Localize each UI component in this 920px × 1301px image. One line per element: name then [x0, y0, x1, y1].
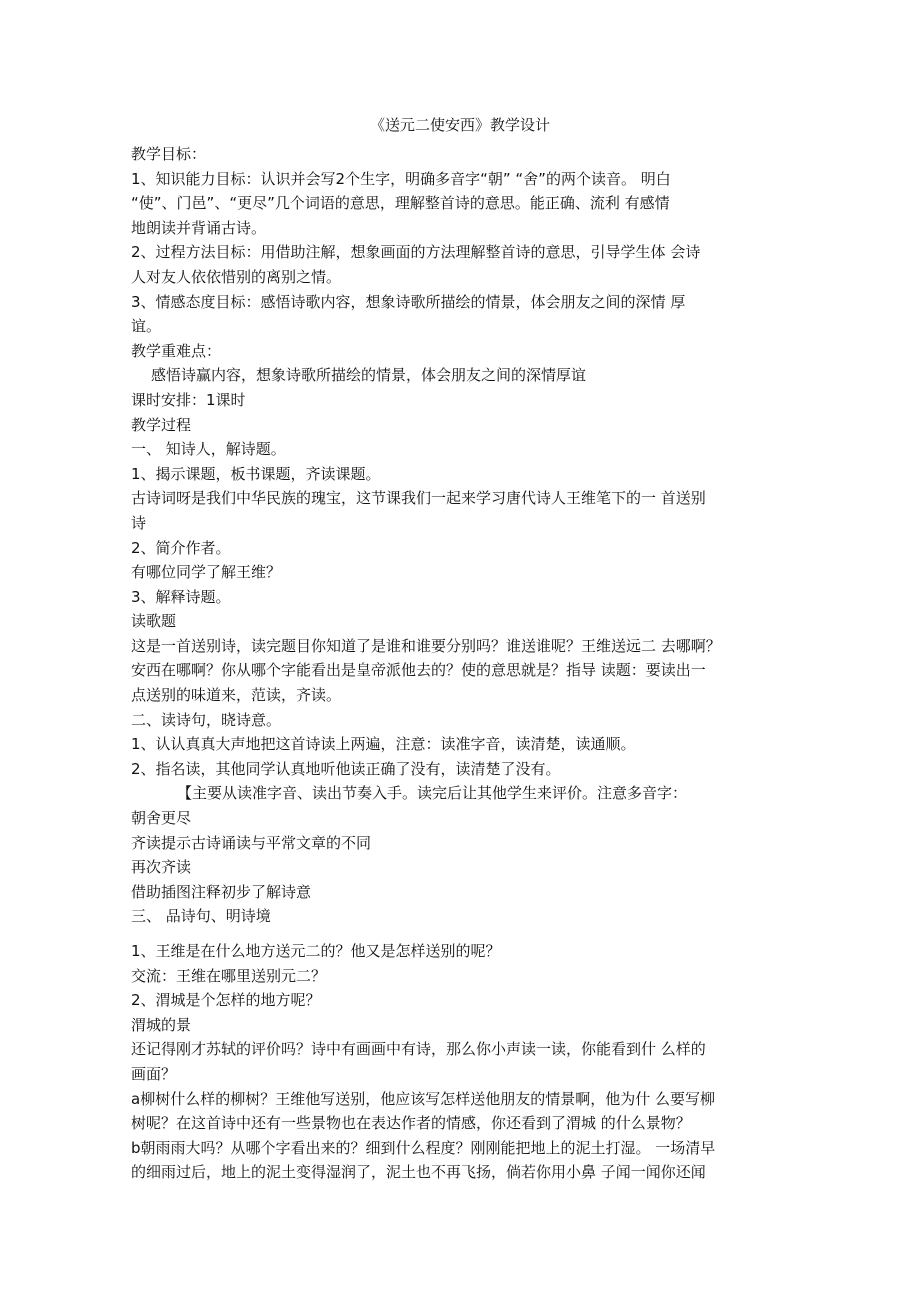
text-line: 安西在哪啊？你从哪个字能看出是皇帝派他去的？使的意思就是？指导 读题：要读出一: [131, 661, 706, 680]
text-line: “使”、门邑”、“更尽”几个词语的意思，理解整首诗的意思。能正确、流利 有感情: [131, 194, 670, 213]
text-line: 画面？: [131, 1064, 177, 1083]
text-line: a柳树什么样的柳树？王维他写送别，他应该写怎样送他朋友的情景啊，他为什 么要写柳: [131, 1089, 715, 1108]
text-line: 1、知识能力目标：认识并会写2个生字，明确多音字“朝” “舍”的两个读音。 明白: [131, 169, 671, 188]
text-line: 2、渭城是个怎样的地方呢？: [131, 991, 321, 1010]
text-line: 感悟诗赢内容，想象诗歌所描绘的情景，体会朋友之间的深情厚谊: [151, 366, 587, 385]
text-line: 教学重难点：: [131, 341, 222, 360]
text-line: 1、认认真真大声地把这首诗读上两遍，注意：读准字音，读清楚，读通顺。: [131, 735, 636, 754]
text-line: 有哪位同学了解王维？: [131, 563, 282, 582]
text-line: 谊。: [131, 317, 162, 336]
text-line: 2、简介作者。: [131, 538, 231, 557]
text-line: 点送别的味道来，范读，齐读。: [131, 686, 342, 705]
text-line: 古诗词呀是我们中华民族的瑰宝，这节课我们一起来学习唐代诗人王维笔下的一 首送别: [131, 489, 706, 508]
text-line: 3、情感态度目标：感悟诗歌内容，想象诗歌所描绘的情景，体会朋友之间的深情 厚: [131, 292, 686, 311]
text-line: 2、指名读，其他同学认真地听他读正确了没有，读清楚了没有。: [131, 759, 561, 778]
text-line: 读歌题: [131, 612, 177, 631]
document-title: 《送元二使安西》教学设计: [369, 116, 550, 134]
spacer: [131, 929, 797, 939]
section-heading: 三、 品诗句、明诗境: [131, 907, 271, 926]
text-line: 1、揭示课题，板书课题，齐读课题。: [131, 464, 381, 483]
section-heading: 二、读诗句，晓诗意。: [131, 710, 282, 729]
text-line: 的细雨过后，地上的泥土变得湿润了，泥土也不再飞扬，倘若你用小鼻 子闻一闻你还闻: [131, 1163, 706, 1182]
text-line: 课时安排：1课时: [131, 390, 246, 409]
text-line: 地朗读并背诵古诗。: [131, 218, 267, 237]
text-line: 3、解释诗题。: [131, 587, 231, 606]
text-line: 齐读提示古诗诵读与平常文章的不同: [131, 833, 372, 852]
section-heading: 一、 知诗人，解诗题。: [131, 440, 286, 459]
text-line: 2、过程方法目标：用借助注解，想象画面的方法理解整首诗的意思，引导学生体 会诗: [131, 243, 701, 262]
text-line: 还记得刚才苏轼的评价吗？诗中有画画中有诗，那么你小声读一读，你能看到什 么样的: [131, 1040, 706, 1059]
text-line: b朝雨雨大吗？从哪个字看出来的？细到什么程度？刚刚能把地上的泥土打湿。 一场清早: [131, 1138, 716, 1157]
text-line: 诗: [131, 513, 147, 532]
text-line: 渭城的景: [131, 1015, 192, 1034]
text-line: 朝舍更尽: [131, 809, 192, 828]
document-body: [131, 142, 797, 1185]
text-line: 教学目标：: [131, 145, 207, 163]
text-line: 【主要从读准字音、读出节奏入手。读完后让其他学生来评价。注意多音字：: [177, 784, 688, 803]
text-line: 这是一首送别诗，读完题目你知道了是谁和谁要分别吗？谁送谁呢？王维送远二 去哪啊？: [131, 636, 721, 655]
text-line: 交流：王维在哪里送别元二？: [131, 966, 327, 985]
text-line: 人对友人依依惜别的离别之情。: [131, 267, 342, 286]
text-line: 教学过程: [131, 415, 192, 434]
text-line: 再次齐读: [131, 858, 192, 877]
text-line: 借助插图注释初步了解诗意: [131, 882, 312, 901]
text-line: 树呢？在这首诗中还有一些景物也在表达作者的情感，你还看到了渭城 的什么景物？: [131, 1114, 691, 1133]
text-line: 1、王维是在什么地方送元二的？他又是怎样送别的呢？: [131, 942, 501, 960]
